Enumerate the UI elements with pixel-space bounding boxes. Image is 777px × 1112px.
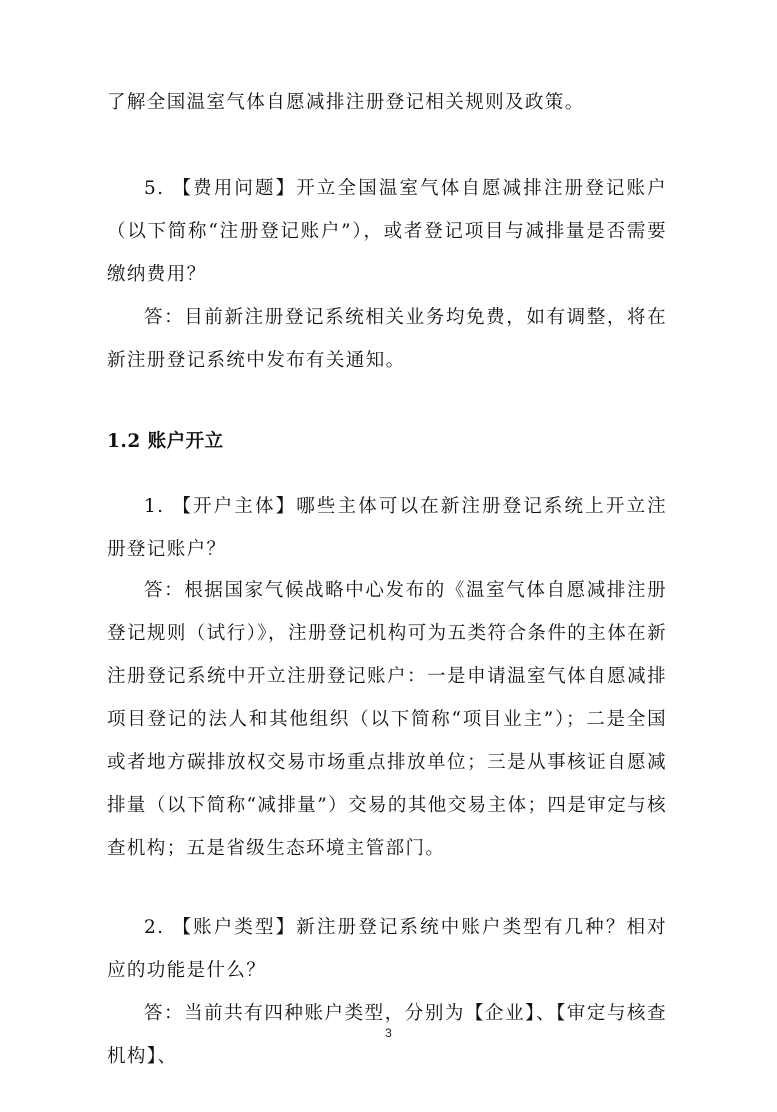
section-heading: 1.2 账户开立 [107, 431, 224, 452]
question-account-subject: 1. 【开户主体】哪些主体可以在新注册登记系统上开立注册登记账户？ [107, 496, 667, 560]
page-number: 3 [385, 1026, 392, 1040]
answer-account-subject: 答：根据国家气候战略中心发布的《温室气体自愿减排注册登记规则（试行）》，注册登记机构可为五类符合条件的主体在新注册登记系统中开立注册登记账户：一是申请温室气体自愿减排项目登记的法人和其他组织（以下简称“项目业主”）；二是全国或者地方碳排放权交易市场重点排放单位；三是从事核证自愿减排量（以下简称“减排量”）交易的其他交易主体；四是审定与核查机构；五是省级生态环境主管部门。 [107, 580, 667, 859]
answer-account-type: 答：当前共有四种账户类型，分别为【企业】、【审定与核查机构】、 [107, 1003, 667, 1067]
question-account-type: 2. 【账户类型】新注册登记系统中账户类型有几种？相对应的功能是什么？ [107, 917, 667, 981]
paragraph-intro: 了解全国温室气体自愿减排注册登记相关规则及政策。 [107, 92, 585, 113]
answer-fee: 答：目前新注册登记系统相关业务均免费，如有调整，将在新注册登记系统中发布有关通知。 [107, 307, 667, 371]
question-fee: 5. 【费用问题】开立全国温室气体自愿减排注册登记账户（以下简称“注册登记账户”），或者登记项目与减排量是否需要缴纳费用？ [107, 178, 667, 285]
